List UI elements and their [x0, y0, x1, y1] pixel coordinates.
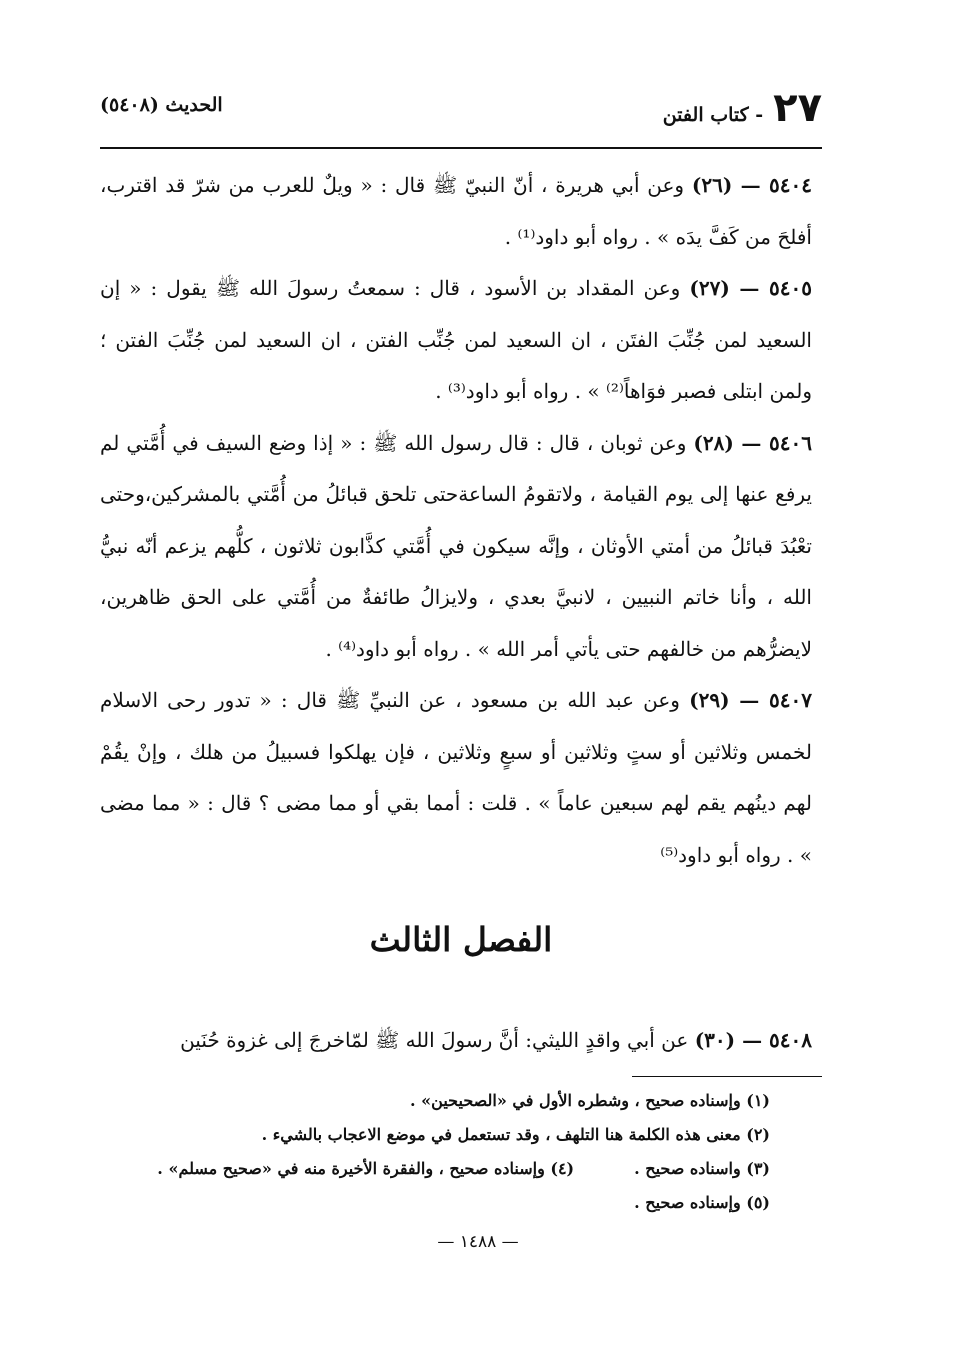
page-header — [100, 84, 822, 140]
chapter-title: - كتاب الفتن — [662, 104, 764, 126]
hadith-number: ٥٤٠٧ — (٢٩) — [689, 688, 813, 712]
footnote-row — [100, 1152, 770, 1186]
hadith-5405 — [100, 263, 812, 418]
hadith-text: وعن المقداد بن الأسود ، قال : سمعتُ رسولَ الله ﷺ يقول : « إن السعيد لمن جُنِّبَ الفتَن ، ان السعيد لمن جُنِّب الفتن ، ان السعيد لمن جُنِّبَ الفتن ؛ ولمن ابتلى فصبر فوَاهاً⁽²⁾ » . رواه أبو داود⁽³⁾ . — [100, 276, 812, 403]
footnote-4: (٤) وإسناده صحيح ، والفقرة الأخيرة منه في «صحيح مسلم» . — [157, 1159, 575, 1178]
hadith-5406 — [100, 418, 812, 676]
hadith-text: عن أبي واقدٍ الليثي: أنَّ رسولَ الله ﷺ لمّاخرجَ إلى غزوة حُنَين — [180, 1028, 689, 1052]
footnotes — [100, 1084, 770, 1220]
footnote-3: (٣) واسناده صحيح . — [634, 1159, 770, 1178]
hadith-text: وعن ثوبان ، قال : قال رسول الله ﷺ : « إذا وضع السيف في أُمَّتي لم يرفع عنها إلى يوم القيامة ، ولاتقومُ الساعةحتى تلحق قبائلُ من أُمَّتي بالمشركين،وحتى تعْبُدَ قبائلُ من أمتي الأوثان ، وإنَّه سيكون في أُمَّتي كذَّابون ثلاثون ، كلُّهم يزعم أنّه نبيُّ الله ، وأنا خاتم النبيين ، لانبيَّ بعدي ، ولايزالُ طائفةٌ من أُمَّتي على الحق ظاهرين، لايضرُّهم من خالفهم حتى يأتي أمر الله » . رواه أبو داود⁽⁴⁾ . — [100, 430, 812, 661]
hadith-5408 — [100, 1020, 812, 1060]
chapter-number: ٢٧ — [773, 85, 822, 131]
hadith-5407 — [100, 675, 812, 881]
footnote-2: (٢) معنى هذه الكلمة هنا التلهف ، وقد تستعمل في موضع الاعجاب بالشيء . — [261, 1125, 770, 1144]
hadith-number: ٥٤٠٦ — (٢٨) — [693, 430, 812, 455]
chapter-heading — [663, 84, 822, 132]
hadith-number: ٥٤٠٨ — (٣٠) — [694, 1028, 812, 1052]
hadith-range: الحديث (٥٤٠٨) — [100, 94, 223, 116]
page-number: — ١٤٨٨ — — [437, 1232, 519, 1252]
body-text — [100, 160, 812, 881]
hadith-number: ٥٤٠٤ — (٢٦) — [691, 173, 813, 197]
footnote-1: (١) وإسناده صحيح ، وشطره الأول في «الصحيحين» . — [410, 1091, 770, 1110]
footnote-rule — [632, 1076, 822, 1077]
footnote-5: (٥) وإسناده صحيح . — [634, 1193, 770, 1212]
hadith-text: وعن عبد الله بن مسعود ، عن النبيِّ ﷺ قال : « تدور رحى الاسلام لخمس وثلاثين أو ستٍ وثلاثين أو سبعٍ وثلاثين ، فإن يهلكوا فسبيلُ من هلك ، وإنْ يقُمْ لهم دينُهم يقم لهم سبعين عاماً » . قلت : أمما بقي أو مما مضى ؟ قال : « مما مضى » . رواه أبو داود⁽⁵⁾ — [100, 688, 812, 867]
hadith-text: وعن أبي هريرة ، أنّ النبيّ ﷺ قال : « ويلٌ للعرب من شرّ قد اقترب، أفلحَ من كَفَّ يدَه » . رواه أبو داود⁽¹⁾ . — [100, 173, 812, 249]
header-rule — [100, 147, 822, 149]
hadith-5404 — [100, 160, 812, 263]
section-title: الفصل الثالث — [369, 920, 553, 959]
hadith-number: ٥٤٠٥ — (٢٧) — [689, 276, 813, 300]
